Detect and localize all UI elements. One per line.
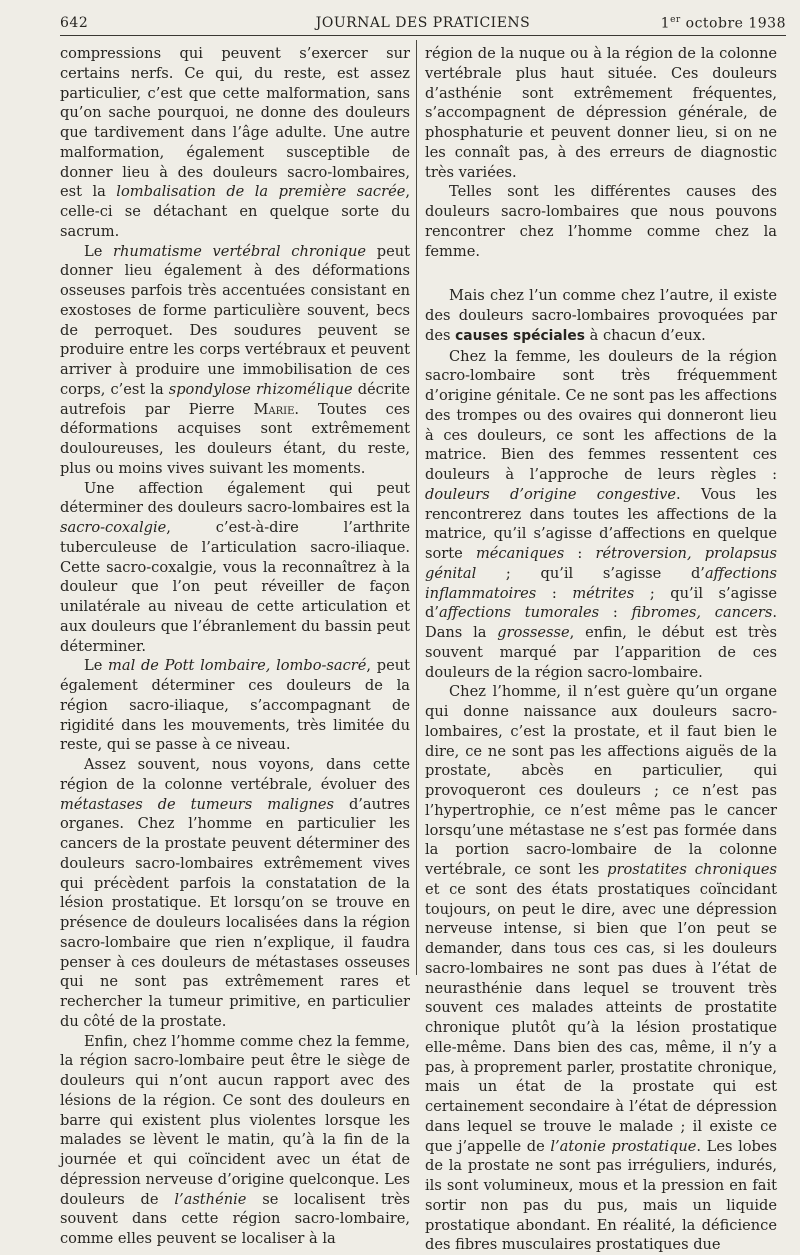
text-run: ; qu’il s’agisse d’ (425, 584, 777, 622)
text-run: Enfin, chez l’homme comme chez la femme, la région sacro-lombaire peut être le siège de douleurs qui n’ont aucun rapport avec des lésions de la région. Ce sont des douleurs en barre qui existent plus violentes lorsque les malades se lèvent le matin, qu’à la fin de la journée et qui coïncident avec un état de dépression nerveuse d’origine quelconque. Les douleurs de (60, 1032, 410, 1208)
text-run: , celle-ci se détachant en quelque sorte du sacrum. (60, 183, 410, 240)
paragraph (425, 347, 777, 683)
left-column (60, 44, 410, 1249)
bold-run: causes spéciales (455, 327, 585, 344)
text-run: : (599, 604, 632, 622)
text-run: . Toutes ces déformations acquises sont extrêmement douloureuses, les douleurs étant, du reste, plus ou moins vives suivant les moments. (60, 400, 410, 477)
italic-run: métrites (572, 584, 635, 602)
column-divider (416, 40, 417, 975)
text-run: région de la nuque ou à la région de la colonne vertébrale plus haut située. Ces douleurs d’asthénie sont extrêmement fréquentes, s’accompagnent de dépression générale, de phosphaturie et peuvent donner lieu, si on ne les connaît pas, à des erreurs de diagnostic très variées. (425, 45, 777, 181)
paragraph (60, 44, 410, 242)
text-run: , enfin, le début est très souvent marqué par l’apparition de ces douleurs de la région sacro-lombaire. (425, 624, 777, 681)
paragraph (425, 682, 777, 1255)
text-run: se localisent très souvent dans cette région sacro-lombaire, comme elles peuvent se localiser à la (60, 1190, 411, 1247)
smallcaps-run: Marie (253, 400, 295, 418)
issue-date-day: 1 (660, 15, 671, 32)
issue-date-rest: octobre 1938 (680, 15, 786, 32)
text-run: d’autres organes. Chez l’homme en particulier les cancers de la prostate peuvent déterminer des douleurs sacro-lombaires extrêmement vives qui précèdent parfois la constatation de la lésion prostatique. Et lorsqu’on se trouve en présence de douleurs localisées dans la région sacro-lombaire que rien n’explique, il faudra penser à ces douleurs de métastases osseuses qui ne sont pas extrêmement rares et rechercher la tumeur primitive, en particulier du côté de la prostate. (60, 795, 410, 1030)
italic-run: spondylose rhizomélique (168, 380, 353, 398)
italic-run: mécaniques (475, 545, 565, 562)
journal-title: JOURNAL DES PRATICIENS (315, 15, 531, 31)
italic-run: l’asthénie (174, 1190, 247, 1208)
paragraph (60, 1032, 410, 1249)
right-column (425, 44, 777, 1255)
paragraph (60, 242, 410, 479)
text-run: , c’est-à-dire l’arthrite tuberculeuse de l’articulation sacro-iliaque. Cette sacro-coxalgie, vous la reconnaîtrez à la douleur que l’on peut réveiller de façon unilatérale au niveau de cette articulation et aux douleurs que l’ébranlement du bassin peut déterminer. (60, 519, 410, 655)
text-run: ; qu’il s’agisse d’ (476, 564, 705, 582)
text-run: : (536, 584, 573, 602)
text-run: Mais chez l’un comme chez l’autre, il existe des douleurs sacro-lombaires provoquées par des (425, 287, 777, 344)
text-run: : (564, 545, 596, 562)
italic-run: fibromes, cancers (631, 604, 773, 622)
paragraph (60, 755, 410, 1032)
italic-run: rhumatisme vertébral chronique (113, 242, 367, 260)
text-run: peut donner lieu également à des déformations osseuses parfois très accentuées consistant en exostoses de forme particulière souvent, becs de perroquet. Des soudures peuvent se produire entre les corps vertébraux et peuvent arriver à produire une immobilisation de ces corps, c’est la (60, 242, 410, 398)
paragraph (60, 656, 410, 755)
italic-run: mal de Pott lombaire, lombo-sacré (108, 657, 367, 675)
text-run: . Les lobes de la prostate ne sont pas irréguliers, indurés, ils sont volumineux, mous et la pression en fait sortir non pas du pus, mais un liquide prostatique abondant. En réalité, la déficience des fibres musculaires prostatiques due (425, 1137, 777, 1254)
text-run: Le (84, 242, 114, 260)
text-run: Telles sont les différentes causes des douleurs sacro-lombaires que nous pouvons rencontrer chez l’homme comme chez la femme. (425, 183, 777, 260)
text-run: compressions qui peuvent s’exercer sur certains nerfs. Ce qui, du reste, est assez particulier, c’est que cette malformation, sans qu’on sache pourquoi, ne donne des douleurs que tardivement dans l’âge adulte. Une autre malformation, également susceptible de donner lieu à des douleurs sacro-lombaires, est la (60, 45, 410, 201)
text-run: Une affection également qui peut déterminer des douleurs sacro-lombaires est la (60, 479, 410, 517)
running-header (60, 13, 786, 36)
text-run: Chez l’homme, il n’est guère qu’un organe qui donne naissance aux douleurs sacro-lombaires, c’est la prostate, et il faut bien le dire, ce ne sont pas les affections aiguës de la prostate, abcès en particulier, qui provoqueront ces douleurs ; ce n’est pas l’hypertrophie, ce n’est même pas le cancer lorsqu’une métastase ne s’est pas formée dans la portion sacro-lombaire de la colonne vertébrale, ce sont les (425, 683, 777, 878)
paragraph (425, 44, 777, 182)
italic-run: prostatites chroniques (607, 861, 777, 878)
text-run: . Dans la (425, 604, 777, 641)
page-number: 642 (60, 15, 89, 31)
issue-date (661, 15, 786, 32)
paragraph (60, 479, 410, 657)
italic-run: rétroversion, prolapsus génital (425, 545, 777, 582)
italic-run: l’atonie prostatique (550, 1137, 697, 1155)
text-run: . Vous les rencontrerez dans toutes les affections de la matrice, qu’il s’agisse d’affections en quelque sorte (425, 485, 777, 562)
text-run: et ce sont des états prostatiques coïncidant toujours, on peut le dire, avec une dépression nerveuse intense, si bien que l’on peut se demander, dans tous ces cas, si les douleurs sacro-lombaires ne sont pas dues à l’état de neurasthénie dans lequel se trouvent très souvent ces malades atteints de prostatite chronique plutôt qu’à la lésion prostatique elle-même. Dans bien des cas, même, il n’y a pas, à proprement parler, prostatite chronique, mais un état de la prostate qui est certainement secondaire à l’état de dépression dans lequel se trouve le malade ; il existe ce que j’appelle de (425, 880, 777, 1155)
italic-run: grossesse (497, 624, 570, 641)
italic-run: métastases de tumeurs malignes (60, 795, 334, 813)
text-run: Assez souvent, nous voyons, dans cette région de la colonne vertébrale, évoluer des (60, 756, 410, 793)
text-run: décrite autrefois par Pierre (60, 380, 410, 418)
issue-date-sup: er (670, 15, 681, 25)
italic-run: affections inflammatoires (425, 564, 777, 602)
italic-run: douleurs d’origine congestive (425, 485, 677, 503)
paragraph (425, 182, 777, 261)
text-run: Chez la femme, les douleurs de la région sacro-lombaire sont très fréquemment d’origine génitale. Ce ne sont pas les affections des trompes ou des ovaires qui donneront lieu à ces douleurs, ce sont les affections de la matrice. Bien des femmes ressentent ces douleurs à l’approche de leurs règles : (425, 347, 777, 483)
section-gap (425, 261, 777, 286)
italic-run: sacro-coxalgie (60, 519, 167, 536)
italic-run: affections tumorales (438, 604, 600, 622)
text-run: , peut également déterminer ces douleurs de la région sacro-iliaque, s’accompagnant de rigidité dans les mouvements, très limitée du reste, qui se passe à ce niveau. (60, 657, 410, 754)
paragraph (425, 286, 777, 346)
italic-run: lombalisation de la première sacrée (116, 183, 406, 201)
text-run: Le (84, 657, 109, 675)
text-run: à chacun d’eux. (584, 326, 706, 344)
